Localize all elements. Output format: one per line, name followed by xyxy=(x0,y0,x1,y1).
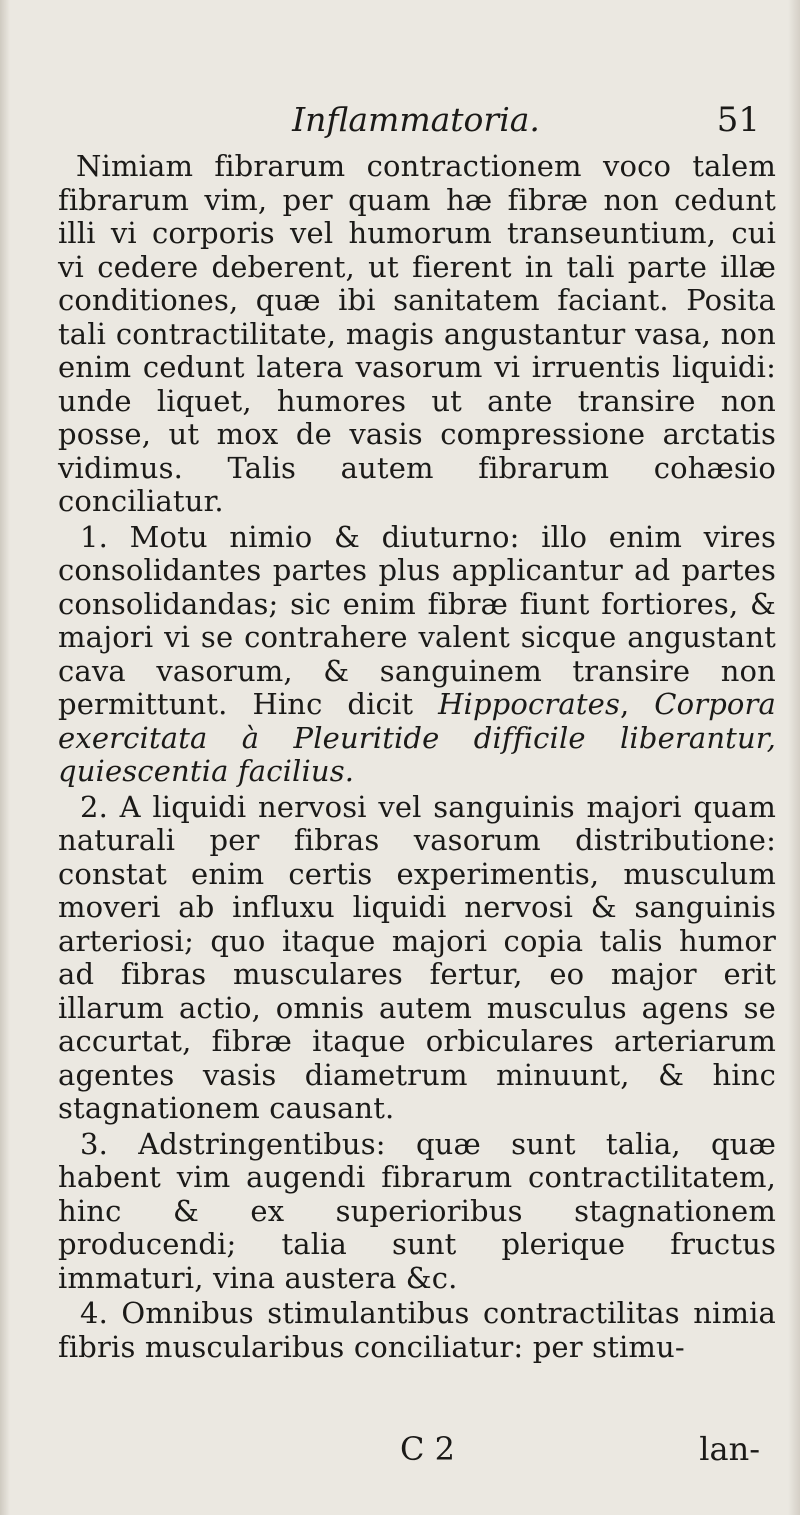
item-1-separator: , xyxy=(619,687,655,721)
page-edge-right xyxy=(788,0,800,1515)
item-1-author: Hippocrates xyxy=(438,687,620,721)
item-2-paragraph: 2. A liquidi nervosi vel sanguinis majori quam naturali per fibras vasorum distributione: constat enim certis experimentis, musculum moveri ab influxu liquidi nervosi & sanguinis arteriosi; quo itaque majori copia talis humor ad fibras musculares fertur, eo major erit illarum actio, omnis autem musculus agens se accurtat, fibræ itaque orbiculares arteriarum agentes vasis diametrum minuunt, & hinc stagnationem causant. xyxy=(58,789,776,1125)
item-1-quote: Corpora exercitata à Pleuritide difficile liberantur, quiescentia facilius. xyxy=(58,687,776,788)
page-footer xyxy=(0,1430,800,1470)
item-4-paragraph: 4. Omnibus stimulantibus contractilitas nimia fibris muscularibus conciliatur: per stimu- xyxy=(58,1296,776,1364)
item-3-paragraph: 3. Adstringentibus: quæ sunt talia, quæ habent vim augendi fibrarum contractilitatem, hinc & ex superioribus stagnationem producendi; talia sunt plerique fructus immaturi, vina austera &c. xyxy=(58,1126,776,1295)
page-edge-left xyxy=(0,0,10,1515)
intro-paragraph: Nimiam fibrarum contractionem voco talem fibrarum vim, per quam hæ fibræ non cedunt illi vi corporis vel humorum transeuntium, cui vi cedere deberent, ut fierent in tali parte illæ conditiones, quæ ibi sanitatem faciant. Posita tali contractilitate, magis angustantur vasa, non enim cedunt latera vasorum vi irruentis liquidi: unde liquet, humores ut ante transire non posse, ut mox de vasis compressione arctatis vidimus. Talis autem fibrarum cohæsio conciliatur. xyxy=(58,149,776,518)
catchword: lan- xyxy=(699,1430,760,1468)
item-1-text: 1. Motu nimio & diuturno: illo enim vires consolidantes partes plus applicantur ad partes consolidandas; sic enim fibræ fiunt fortiores, & majori vi se contrahere valent sicque angustant cava vasorum, & sanguinem transire non permittunt. Hinc dicit xyxy=(58,519,776,721)
body-text xyxy=(58,150,776,1366)
signature-mark: C 2 xyxy=(400,1430,456,1468)
item-1-paragraph xyxy=(58,521,776,789)
page-number: 51 xyxy=(716,100,760,140)
running-head: Inflammatoria. xyxy=(292,100,540,139)
page-header xyxy=(60,100,772,146)
